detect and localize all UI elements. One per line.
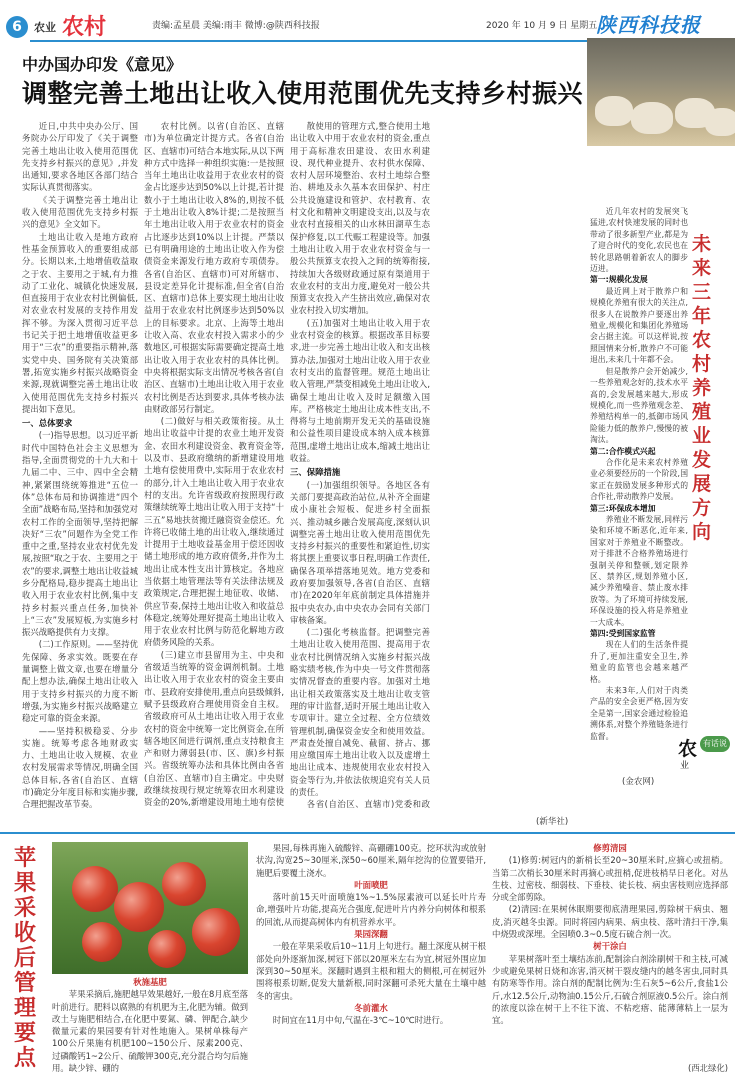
bottom-signature-wrap xyxy=(492,1062,728,1076)
goats-photo xyxy=(587,38,735,146)
paragraph: 果园,每株再施入硫酸锌、高硼硼100克。挖环状沟或放射状沟,沟宽25~30厘米,深50~60厘米,隔年挖沟的位置要错开,施肥后要覆土浇水。 xyxy=(256,843,486,878)
section-label-big: 农村 xyxy=(62,14,107,40)
apple-shape xyxy=(72,866,118,912)
section-label-small: 农业 xyxy=(34,21,56,34)
subheading: 三、保障措施 xyxy=(290,467,341,478)
editor-credits: 责编:孟星晨 美编:雨丰 微博:@陕西科技报 xyxy=(152,21,320,31)
paper-name: 陕西科技报 xyxy=(596,13,701,37)
section-divider xyxy=(0,832,735,834)
paragraph: 《关于调整完善土地出让收入使用范围优先支持乡村振兴的意见》全文如下。 xyxy=(22,194,138,230)
apple-shape xyxy=(82,922,122,962)
goat-shape xyxy=(595,96,633,126)
paragraph: 农村比例。以省(自治区、直辖市)为单位确定计提方式。各省(自治区、直辖市)可结合本地实际,从以下两种方式中选择一种组织实施:一是按照当年土地出让收益用于农业农村的资金占比逐步达到50%以上计提,若计提数小于土地出让收入8%的,则按不低于土地出让收入8%计提;二是按照当年土地出让收入用于农业农村的资金占比逐步达到10%以上计提。严禁以已有明确用途的土地出让收入作为偿债资金来源发行地方政府专项债券。各省(自治区、直辖市)可对所辖市、县设定差异化计提标准,但全省(自治区、直辖市)总体上要实现土地出让收益用于农业农村比例逐步达到50%以上的目标要求。北京、上海等土地出让收入高、农业农村投入需求小的少数地区,可根据实际需要确定提高土地出让收入用于农业农村的具体比例。中央将根据实际支出情况考核各省(自治区、直辖市)土地出让收入用于农业农村比例是否达到要求,具体考核办法由财政部另行制定。 xyxy=(144,121,284,414)
paragraph: (1)修剪:树冠内的新梢长至20~30厘米时,应摘心或扭梢。当第二次梢长30厘米时再摘心或扭梢,促进枝梢早日老化。对丛生枝、过密枝、细弱枝、下垂枝、徒长枝、病虫害枝则应选择部分或全部剪除。 xyxy=(492,855,728,903)
sidebar-signature: (金农网) xyxy=(622,777,655,787)
paragraph: 土地出让收入是地方政府性基金预算收入的重要组成部分。长期以来,土地增值收益取之于农、主要用之于城,有力推动了工业化、城镇化快速发展,但直接用于农业农村比例偏低,对农业农村发展的支持作用发挥不够。为深入贯彻习近平总书记关于把土地增值收益更多用于“三农”的重要指示精神,落实党中央、国务院有关决策部署,拓宽实施乡村振兴战略资金来源,现就调整完善土地出让收入使用范围优先支持乡村振兴提出如下意见。 xyxy=(22,231,138,414)
paragraph: 近几年农村的发展突飞猛进,农村快速发展的同时也带动了很多新型产业,都是为了迎合时代的变化,农民也在转化思路朝着新农人的脚步迈进。 xyxy=(590,207,688,274)
paragraph: 各省(自治区、直辖市)党委和政 xyxy=(306,799,430,810)
issue-date: 2020 年 10 月 9 日 星期五 xyxy=(486,21,598,31)
subheading: 冬前灌水 xyxy=(354,1002,388,1013)
subheading: 第四:受到国家监管 xyxy=(590,629,656,639)
paragraph: 合作化是未来农村养殖业必须要经历的一个阶段,国家正在鼓励发展多种形式的合作社,带动散养户发展。 xyxy=(590,457,688,502)
article-headline: 调整完善土地出让收入使用范围优先支持乡村振兴 xyxy=(22,79,584,108)
paragraph: 落叶前15天叶面喷施1%~1.5%尿素液可以延长叶片寿命,增强叶片功能,提高光合强度,促进叶片内养分向树体和根系的回流,从而提高树体内有机营养水平。 xyxy=(256,892,486,927)
paragraph: (一)加强组织领导。各地区各有关部门要提高政治站位,从补齐全面建成小康社会短板、促进乡村全面振兴、推动城乡融合发展高度,深刻认识调整完善土地出让收入使用范围优先支持乡村振兴的重要性和紧迫性,切实将其摆上重要议事日程,明确工作责任,确保各项举措落地见效。地方党委和政府要加强领导,各省(自治区、直辖市)在2020年年底前制定具体措施并报中央农办,由中央农办会同有关部门审核备案。 xyxy=(290,479,430,625)
subheading: 第三:环保成本增加 xyxy=(590,503,656,513)
paragraph: 苹果树落叶至土壤结冻前,配制涂白剂涂刷树干和主枝,可减少或避免果树日烧和冻害,消灭树干裂皮缝内的越冬害虫,同时具有防寒等作用。涂白剂的配制比例为:生石灰5~6公斤,食盐1公斤,水12.5公斤,动物油0.15公斤,石硫合剂原液0.5公斤。涂白剂的浓度以涂在树干上不往下流、不粘疙瘩、能薄薄粘上一层为宜。 xyxy=(492,953,728,1026)
subheading: 第一:规模化发展 xyxy=(590,275,648,285)
subheading: 果园深翻 xyxy=(354,929,388,940)
paragraph: ——坚持积极稳妥、分步实施。统筹考虑各地财政实力、土地出让收入规模、农业农村发展需求等情况,明确全国总体目标,各省(自治区、直辖市)确定分年度目标和实施步骤,合理把握改革节奏。 xyxy=(22,725,138,810)
paragraph: 散使用的管理方式,整合使用土地出让收入中用于农业农村的资金,重点用于高标准农田建设、农田水利建设、现代种业提升、农村供水保障、农村人居环境整治、农村土地综合整治、耕地及永久基本农田保护、村庄公共设施建设和管护、农村教育、农村文化和精神文明建设支出,以及与农业农村直接相关的山水林田湖草生态保护修复,以工代赈工程建设等。加强土地出让收入用于农业农村资金与一般公共预算支农投入之间的统筹衔接,持续加大各级财政通过原有渠道用于农业农村的支出力度,避免对一般公共预算支农投入产生挤出效应,确保对农业农村投入切实增加。 xyxy=(290,121,430,316)
subheading: 秋施基肥 xyxy=(133,977,167,987)
apple-shape xyxy=(162,862,206,906)
masthead xyxy=(0,0,735,42)
paragraph: 苹果采摘后,施肥越早效果越好,一般在8月底至落叶前进行。肥料以腐熟的有机肥为主,化肥为辅。做到改土与施肥相结合,在化肥中要氮、磷、钾配合,缺少微量元素的果园要有针对性地施入。果树单株每产100公斤果施有机肥100~150公斤、尿素200克、过磷酸钙1~2公斤、硫酸钾300克,充分混合均匀后施用。缺少锌、硼的 xyxy=(52,989,248,1074)
subheading: 树干涂白 xyxy=(593,941,627,952)
paragraph: (五)加强对土地出让收入用于农业农村资金的核算。根据改革目标要求,进一步完善土地出让收入和支出核算办法,加强对土地出让收入用于农业农村支出的监督管理。规范土地出让收入管理,严禁变相减免土地出让收入,确保土地出让收入及时足额缴入国库。严格核定土地出让成本性支出,不得将与土地前期开发无关的基础设施和公益性项目建设成本纳入成本核算范围,虚增土地出让成本,缩减土地出让收益。 xyxy=(290,317,430,464)
paragraph: 时间宜在11月中旬,气温在-3℃~10℃时进行。 xyxy=(272,1015,449,1026)
apple-shape xyxy=(148,930,186,968)
subheading: 一、总体要求 xyxy=(22,418,73,429)
paragraph: 最近网上对于散养户和规模化养殖有很大的关注点,很多人在说散养户要逐出养殖业,规模化和集团化养殖场会占据主流。可以这样说,按照国情来分析,散养户不可能退出,未来几十年都不会。 xyxy=(590,286,688,365)
paragraph: 一般在苹果采收后10~11月上旬进行。翻土深度从树干根部处向外逐渐加深,树冠下部以20厘米左右为宜,树冠外围应加深到30~50厘米。深翻时遇到主根和粗大的侧根,可在树冠外围将根系切断,促发大量新根,同时深翻可杀死大量在土壤中越冬的害虫。 xyxy=(256,941,486,1001)
paragraph: 未来3年,人们对于肉类产品的安全会更严格,因为安全是第一,国家会通过检验追溯体系,对整个养殖链条进行监督。 xyxy=(590,686,688,741)
badge-char-small: 业 xyxy=(680,761,690,771)
subheading: 修剪清园 xyxy=(593,843,627,853)
goat-shape xyxy=(705,108,735,136)
sidebar-body xyxy=(590,206,688,786)
column-badge xyxy=(678,728,730,776)
badge-char: 农 xyxy=(678,738,698,760)
paragraph: (二)工作原则。——坚持优先保障、务求实效。既要在存量调整上做文章,也要在增量分配上想办法,确保土地出让收入用于支持乡村振兴的力度不断增强,为实施乡村振兴战略建立稳定可靠的资金来源。 xyxy=(22,639,138,724)
bottom-title: 苹果采收后管理要点 xyxy=(14,845,37,1071)
page-number: 6 xyxy=(6,16,28,38)
paragraph: (二)强化考核监督。把调整完善土地出让收入使用范围、提高用于农业农村比例情况纳入实施乡村振兴战略实绩考核,作为中央一号文件贯彻落实情况督查的重要内容。加强对土地出让相关政策落实及土地出让收支管理的审计监督,适时开展土地出让收入专项审计。建立全过程、全方位绩效管理机制,确保资金安全和使用效益。严肃查处擅自减免、截留、挤占、挪用应缴国库土地出让收入以及虚增土地出让成本、违规使用农业农村投入资金等行为,并依法依规追究有关人员的责任。 xyxy=(290,627,430,798)
apple-photo xyxy=(52,842,248,974)
subheading: 第二:合作模式兴起 xyxy=(590,446,656,456)
paragraph: 但是散养户会开始减少,一些养殖观念好的,技术水平高的,会发展越来越大,形成规模化,而一些养殖观念差、养殖结构单一的,抵御市场风险能力低的散养户,慢慢的被淘汰。 xyxy=(590,366,688,445)
sidebar-title: 未来三年农村养殖业发展方向 xyxy=(692,233,712,543)
apple-shape xyxy=(192,908,240,956)
bottom-column-2 xyxy=(256,842,486,1074)
bottom-column-3 xyxy=(492,842,728,1074)
paragraph: (二)做好与相关政策衔接。从土地出让收益中计提的农业土地开发资金、农田水利建设资金、教育资金等,以及市、县政府缴纳的新增建设用地土地有偿使用费中,实际用于农业农村的部分,计入土地出让收入用于农业农村的支出。允许省级政府按照现行政策继续统筹土地出让收入用于支持“十三五”易地扶贫搬迁融资资金偿还。允许将已收储土地的出让收入,继续通过计提用于土地收益基金用于偿还因收储土地形成的地方政府债务,并作为土地出让成本性支出计算核定。各地应当依据土地管理法等有关法律法规及政策规定,合理把握土地征收、收储、供应节奏,保持土地出让收入和收益总体稳定,统筹处理好提高土地出让收入用于农业农村比例与防范化解地方政府债务风险的关系。 xyxy=(144,416,284,648)
article-column-2 xyxy=(144,120,284,810)
bottom-signature: (西北绿化) xyxy=(687,1063,728,1073)
paragraph: 养殖业不断发展,同样污染和环境不断恶化,近年来,国家对于养殖业不断整改。对于排泄不合格养殖场进行强制关停和整顿,划定限养区、禁养区,规划养殖小区,减少养殖噪音、禁止废水排放等。为了环境可持续发展,环保设施的投入将是养殖业一大成本。 xyxy=(590,514,688,627)
paragraph: 近日,中共中央办公厅、国务院办公厅印发了《关于调整完善土地出让收入使用范围优先支持乡村振兴的意见》,并发出通知,要求各地区各部门结合实际认真贯彻落实。 xyxy=(22,121,138,193)
paragraph: 现在人们的生活条件提升了,更加注重安全卫生,养殖业的监管也会越来越严格。 xyxy=(590,640,688,684)
article-column-1 xyxy=(22,120,138,810)
apple-shape xyxy=(114,882,164,932)
article-kicker: 中办国办印发《意见》 xyxy=(22,55,183,74)
subheading: 叶面喷肥 xyxy=(354,879,388,890)
paragraph: (一)指导思想。以习近平新时代中国特色社会主义思想为指导,全面贯彻党的十九大和十九届二中、三中、四中全会精神,紧紧围绕统筹推进“五位一体”总体布局和协调推进“四个全面”战略布局,坚持和加强党对农村工作的全面领导,坚持把解决好“三农”问题作为全党工作重中之重,坚持农业农村优先发展,按照“取之于农、主要用之于农”的要求,调整土地出让收益城乡分配格局,稳步提高土地出让收入用于农业农村比例,集中支持乡村振兴重点任务,加快补上“三农”发展短板,为实施乡村振兴战略提供有力支撑。 xyxy=(22,430,138,638)
badge-label: 有话说 xyxy=(700,736,730,752)
bottom-column-1 xyxy=(52,976,248,1076)
article-column-3 xyxy=(290,120,430,810)
paragraph: (三)建立市县留用为主、中央和省级适当统筹的资金调剂机制。土地出让收入用于农业农村的资金主要由市、县政府安排使用,重点向县级倾斜,赋予县级政府合理使用资金自主权。省级政府可从土地出让收入用于农业农村的资金中统筹一定比例资金,在所辖各地区间进行调剂,重点支持粮食主产和财力薄弱县(市、区、旗)乡村振兴。省级统筹办法和具体比例由各省(自治区、直辖市)自主确定。中央财政继续按现行规定统筹农田水利建设资金的20%,新增建设用地土地有偿使 xyxy=(144,649,284,808)
article-signature: (新华社) xyxy=(536,817,569,827)
paragraph: (2)清园:在果树休眠期要彻底清理果园,剪除树干病虫、翘皮,消灭越冬虫源。同时将园内病果、病虫枝、落叶清扫干净,集中烧毁或深埋。全园喷0.3~0.5度石硫合剂一次。 xyxy=(492,904,728,940)
goat-shape xyxy=(631,102,673,134)
